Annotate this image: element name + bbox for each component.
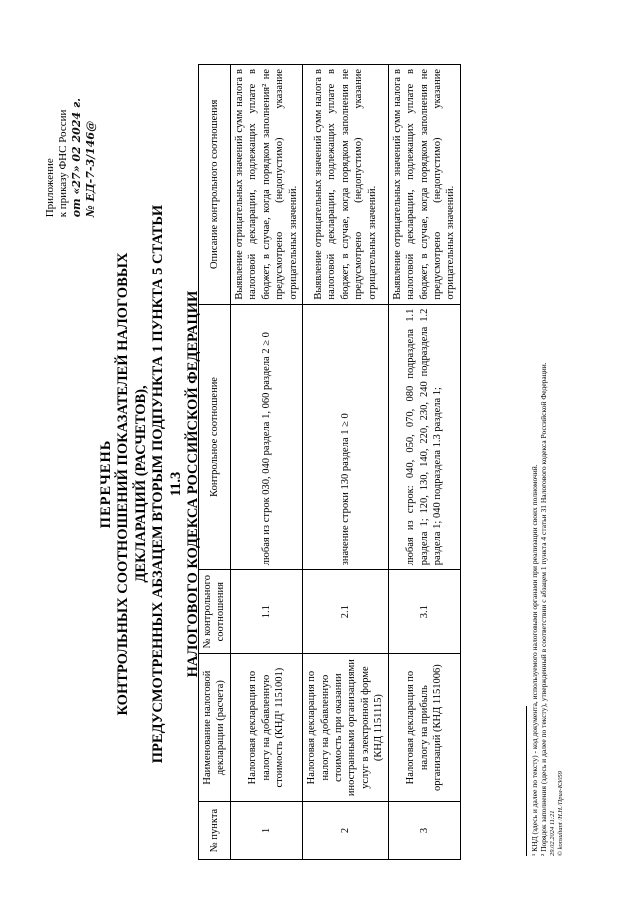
row-name: Налоговая декларация по налогу на добавленную стоимость при оказании иностранными организациями услуг в электронной форме (КНД 1151115) bbox=[303, 654, 389, 802]
row-name: Налоговая декларация по налогу на прибыль организаций (КНД 1151006) bbox=[388, 654, 460, 802]
row-num: 2 bbox=[303, 802, 389, 860]
appendix-line-1: Приложение bbox=[44, 158, 56, 218]
footnote-2: ² Порядок заполнения (здесь и далее по тексту), утвержденный в соответствии с абзацем 1 пункта 4 статьи 31 Налогового кодекса Российской Федерации. bbox=[539, 362, 549, 856]
appendix-number: № ЕД-7-3/146@ bbox=[83, 120, 97, 218]
footnote-rule bbox=[526, 706, 527, 856]
row-ratio: любая из строк 030, 040 раздела 1, 060 раздела 2 ≥ 0 bbox=[230, 304, 302, 570]
header-num: № пункта bbox=[199, 802, 231, 860]
table-row bbox=[230, 65, 302, 860]
appendix-date: от «27» 02 2024 г. bbox=[70, 98, 84, 218]
row-name: Налоговая декларация по налогу на добавленную стоимость (КНД¹ 1151001) bbox=[230, 654, 302, 802]
tech-mark-1: 29.02.2024 11:21 bbox=[548, 810, 556, 856]
appendix-block bbox=[44, 98, 97, 217]
header-ratio: Контрольное соотношение bbox=[199, 304, 231, 570]
title-line-3: НАЛОГОВОГО КОДЕКСА РОССИЙСКОЙ ФЕДЕРАЦИИ bbox=[184, 290, 201, 678]
table-row bbox=[388, 65, 460, 860]
row-desc: Выявление отрицательных значений сумм налога в налоговой декларации, подлежащих уплате в бюджет, в случае, когда порядком заполнения² не предусмотрено (недопустимо) указание отрицательных значений. bbox=[230, 65, 302, 305]
header-name: Наименование налоговой декларации (расчета) bbox=[199, 654, 231, 802]
row-ratio-no: 3.1 bbox=[388, 570, 460, 654]
row-desc: Выявление отрицательных значений сумм налога в налоговой декларации, подлежащих уплате в бюджет, в случае, когда порядком заполнения не предусмотрено (недопустимо) указание отрицательных значений. bbox=[303, 65, 389, 305]
header-ratio-no: № контрольного соотношения bbox=[199, 570, 231, 654]
header-desc: Описание контрольного соотношения bbox=[199, 65, 231, 305]
row-num: 3 bbox=[388, 802, 460, 860]
footnotes bbox=[526, 76, 565, 856]
row-ratio: любая из строк: 040, 050, 070, 080 подраздела 1.1 раздела 1; 120, 130, 140, 220, 230, 240 подраздела 1.2 раздела 1; 040 подраздела 1.3 раздела 1; bbox=[388, 304, 460, 570]
row-desc: Выявление отрицательных значений сумм налога в налоговой декларации, подлежащих уплате в бюджет, в случае, когда порядком заполнения не предусмотрено (недопустимо) указание отрицательных значений. bbox=[388, 65, 460, 305]
table-row bbox=[303, 65, 389, 860]
ratios-table bbox=[198, 64, 461, 860]
document-title bbox=[98, 204, 202, 764]
appendix-line-2: к приказу ФНС России bbox=[57, 109, 70, 218]
row-ratio-no: 2.1 bbox=[303, 570, 389, 654]
footnote-1: ¹ КНД (здесь и далее по тексту) - код документа, используемого налоговыми органами при реализации своих полномочий. bbox=[530, 464, 539, 856]
title-line-1: КОНТРОЛЬНЫХ СООТНОШЕНИЙ ПОКАЗАТЕЛЕЙ НАЛОГОВЫХ ДЕКЛАРАЦИЙ (РАСЧЕТОВ), bbox=[115, 252, 149, 716]
row-num: 1 bbox=[230, 802, 302, 860]
tech-mark-2: © konsultant /Н.Н./Прил-К3059 bbox=[556, 770, 564, 856]
row-ratio-no: 1.1 bbox=[230, 570, 302, 654]
title-heading: ПЕРЕЧЕНЬ bbox=[98, 439, 114, 529]
row-ratio: значение строки 130 раздела 1 ≥ 0 bbox=[303, 304, 389, 570]
rotated-page bbox=[40, 32, 600, 872]
title-line-2: ПРЕДУСМОТРЕННЫХ АБЗАЦЕМ ВТОРЫМ ПОДПУНКТА 1 ПУНКТА 5 СТАТЬИ 11.3 bbox=[150, 204, 184, 764]
table-header-row bbox=[199, 65, 231, 860]
